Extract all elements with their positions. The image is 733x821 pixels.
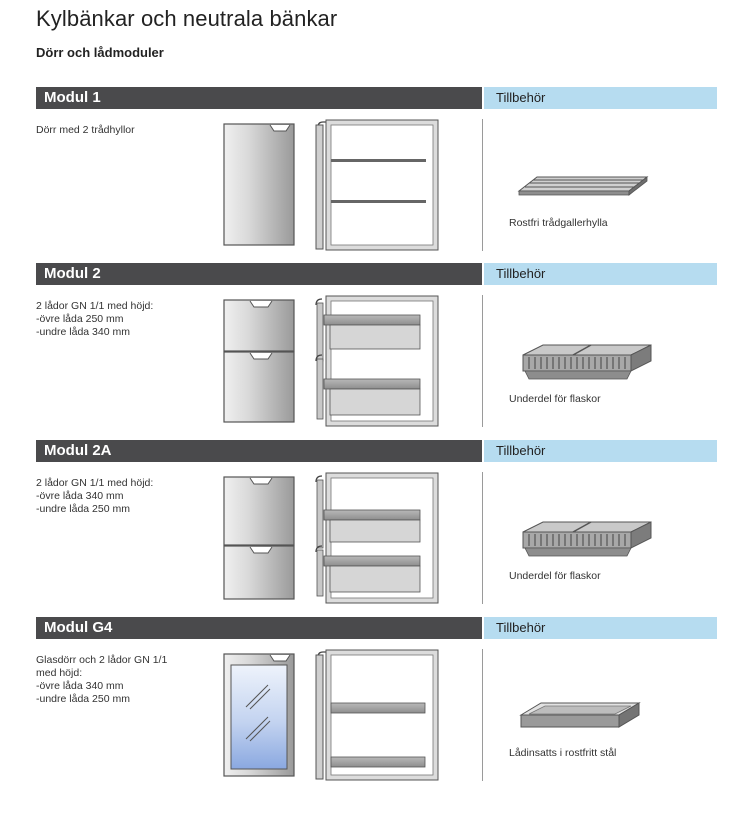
- accessory-label: Underdel för flaskor: [509, 570, 601, 582]
- accessory-label: Rostfri trådgallerhylla: [509, 217, 608, 229]
- drawer-insert-image: [515, 697, 647, 739]
- divider: [482, 472, 483, 604]
- divider: [482, 119, 483, 251]
- accessory-header: Tillbehör: [496, 620, 546, 635]
- module-2a-section: [0, 440, 733, 616]
- accessory-header-bar: [484, 87, 717, 109]
- description-line: Dörr med 2 trådhyllor: [36, 124, 135, 136]
- description-line: -övre låda 340 mm: [36, 680, 124, 692]
- accessory-header-bar: [484, 263, 717, 285]
- module-header-bar: [36, 87, 482, 109]
- page-title: Kylbänkar och neutrala bänkar: [36, 6, 338, 31]
- description-line: -undre låda 250 mm: [36, 693, 130, 705]
- module-title: Modul 2: [44, 265, 101, 282]
- module-description: [36, 477, 153, 516]
- page-subtitle: Dörr och lådmoduler: [36, 45, 164, 60]
- module-title: Modul 1: [44, 89, 101, 106]
- description-line: -övre låda 340 mm: [36, 490, 124, 502]
- module-header-bar: [36, 440, 482, 462]
- description-line: Glasdörr och 2 lådor GN 1/1: [36, 654, 168, 666]
- accessory-label: Lådinsatts i rostfritt stål: [509, 747, 617, 759]
- module-header-bar: [36, 617, 482, 639]
- drawer-open-drawing: [310, 295, 442, 429]
- drawer-open-drawing: [310, 472, 442, 606]
- module-1-section: [0, 87, 733, 263]
- description-line: 2 lådor GN 1/1 med höjd:: [36, 477, 154, 489]
- door-front-drawing: [222, 123, 298, 247]
- module-header-bar: [36, 263, 482, 285]
- module-g4-section: [0, 617, 733, 793]
- divider: [482, 649, 483, 781]
- description-line: med höjd:: [36, 667, 83, 679]
- accessory-header: Tillbehör: [496, 266, 546, 281]
- accessory-label: Underdel för flaskor: [509, 393, 601, 405]
- description-line: 2 lådor GN 1/1 med höjd:: [36, 300, 154, 312]
- glass-door-open-drawing: [310, 649, 442, 783]
- module-title: Modul G4: [44, 619, 113, 636]
- glass-door-drawing: [222, 653, 298, 779]
- bottle-holder-image: [515, 518, 660, 560]
- door-open-drawing: [310, 119, 442, 253]
- accessory-header-bar: [484, 440, 717, 462]
- description-line: -övre låda 250 mm: [36, 313, 124, 325]
- bottle-holder-image: [515, 341, 660, 383]
- module-2-section: [0, 263, 733, 439]
- accessory-header: Tillbehör: [496, 443, 546, 458]
- module-title: Modul 2A: [44, 442, 112, 459]
- drawer-front-drawing: [222, 476, 298, 602]
- divider: [482, 295, 483, 427]
- description-line: -undre låda 250 mm: [36, 503, 130, 515]
- module-description: [36, 300, 153, 339]
- drawer-front-drawing: [222, 299, 298, 425]
- module-description: [36, 124, 135, 137]
- module-description: [36, 654, 167, 706]
- accessory-header-bar: [484, 617, 717, 639]
- description-line: -undre låda 340 mm: [36, 326, 130, 338]
- wire-shelf-image: [515, 171, 650, 203]
- accessory-header: Tillbehör: [496, 90, 546, 105]
